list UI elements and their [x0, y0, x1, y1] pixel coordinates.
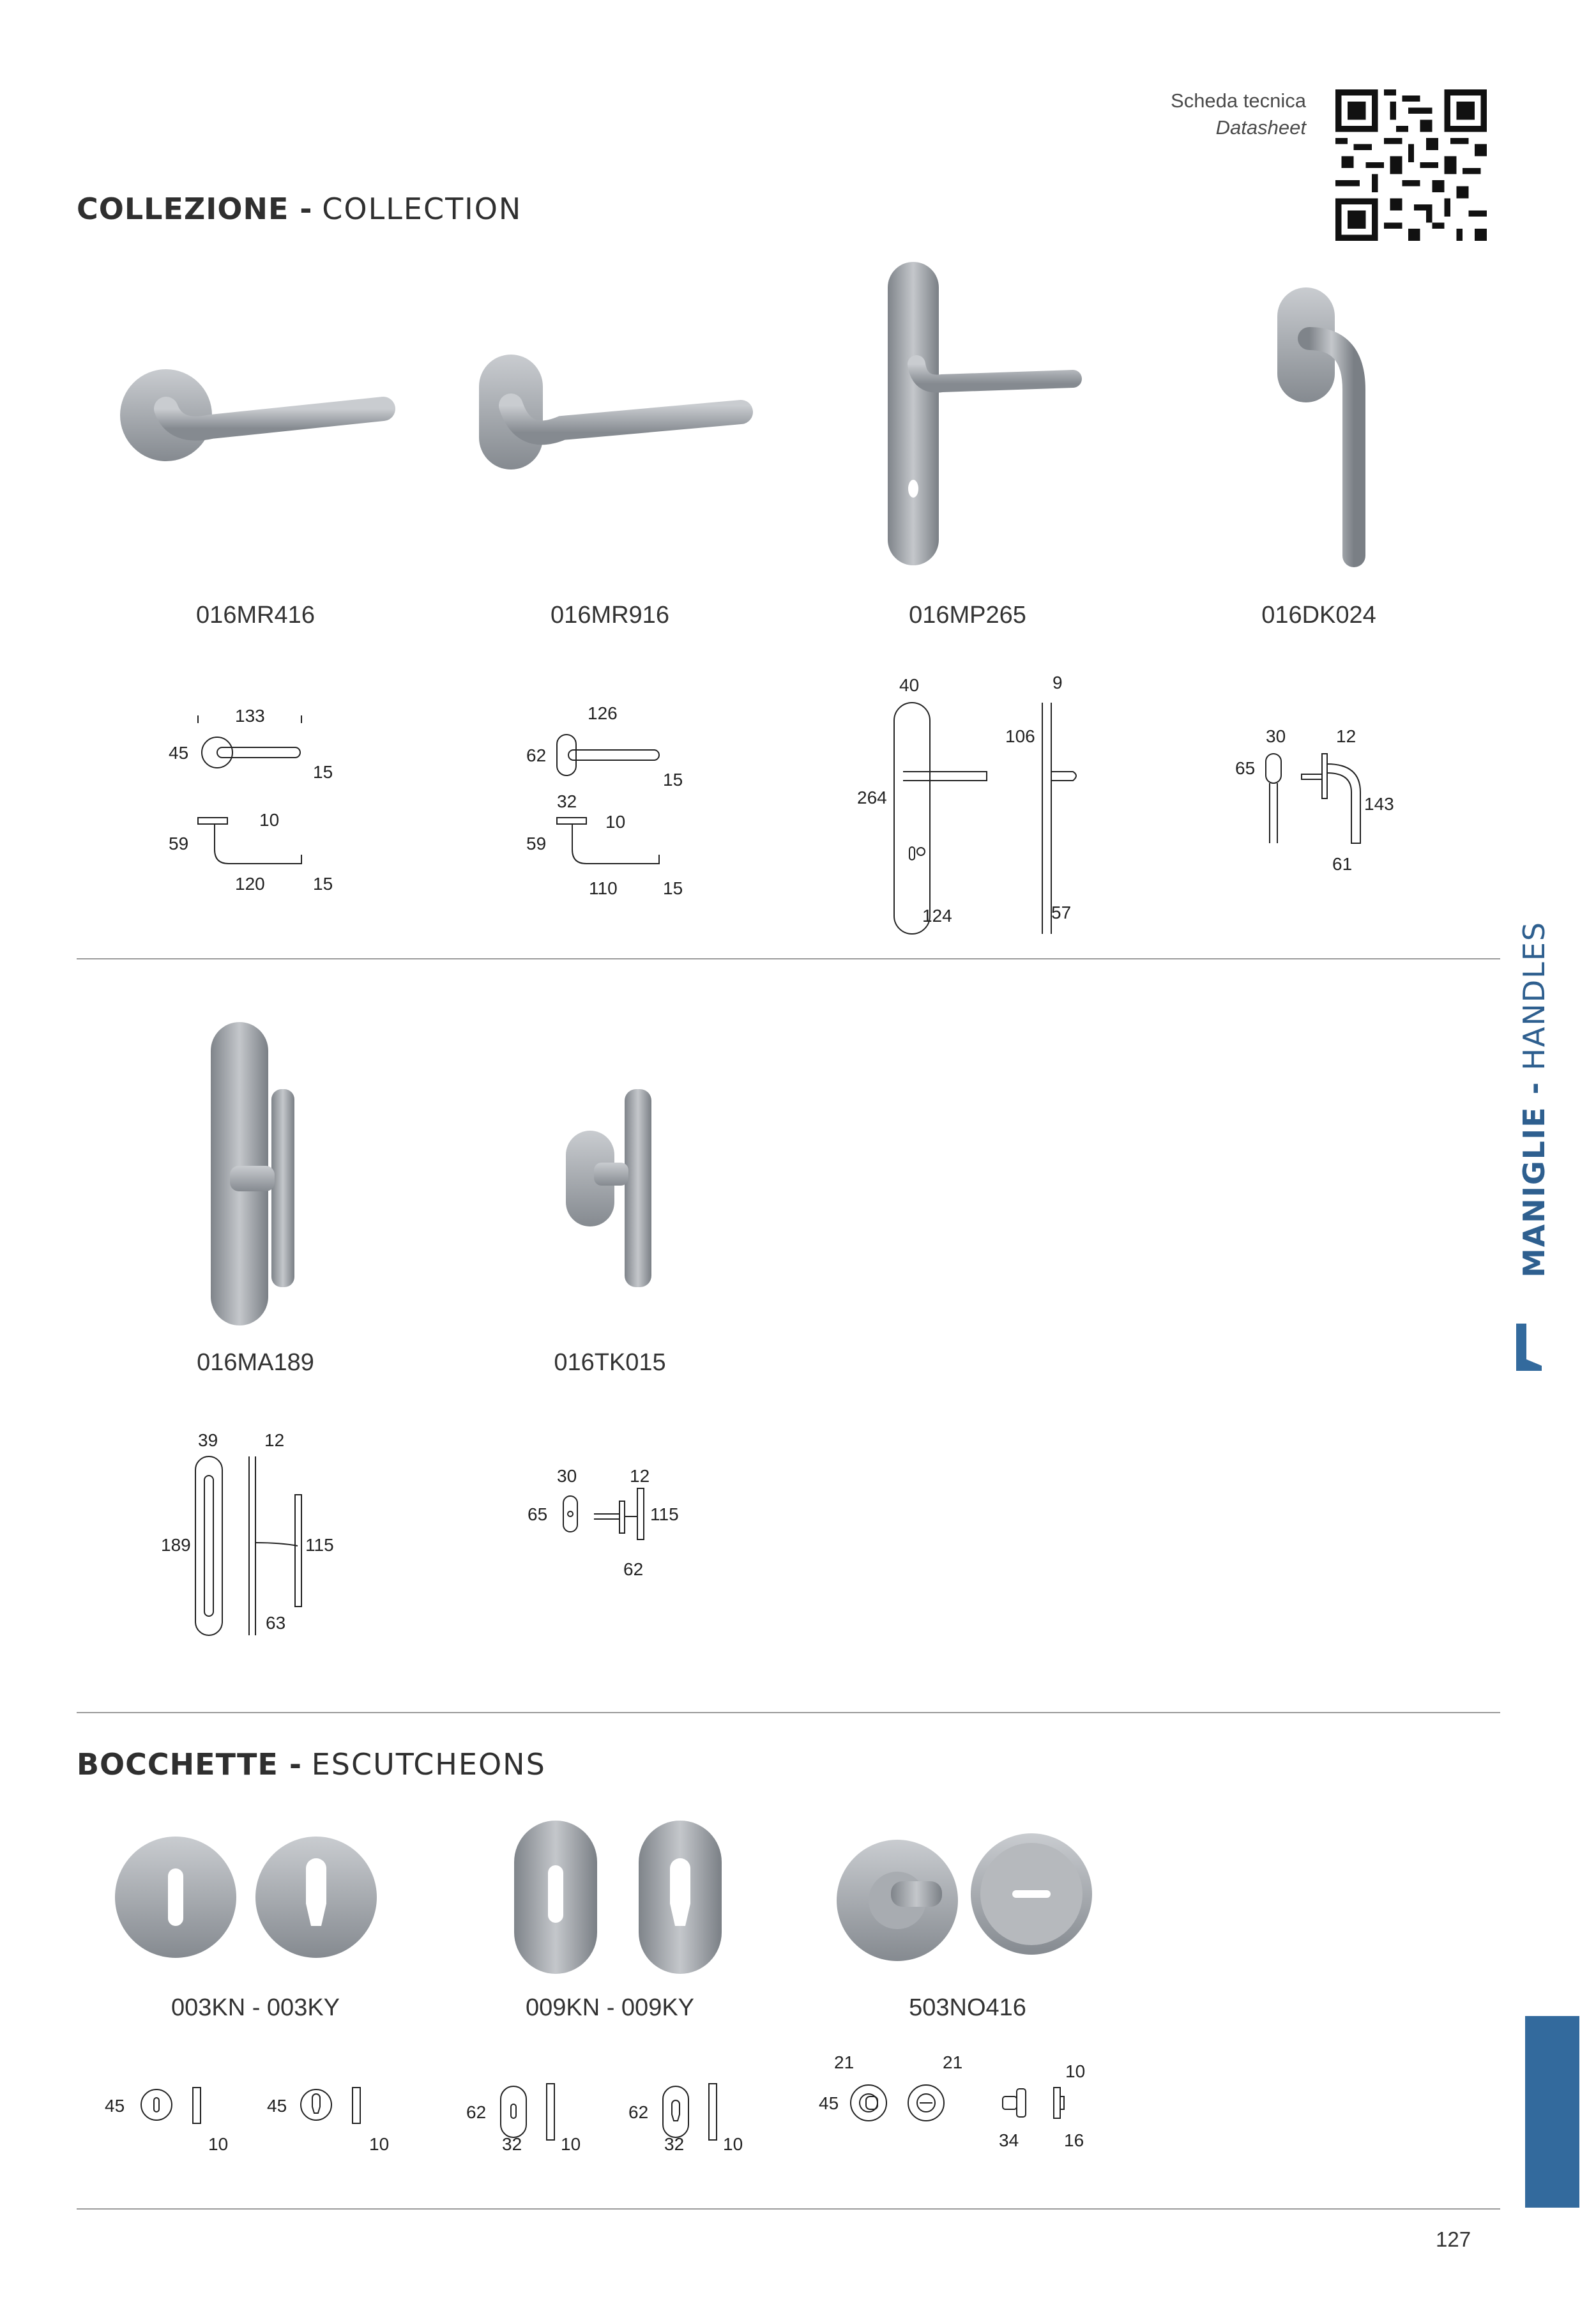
- side-title-thin: HANDLES: [1517, 920, 1551, 1071]
- datasheet-label: [1171, 88, 1306, 141]
- dim-label: 63: [266, 1613, 286, 1633]
- dim-label: 30: [557, 1466, 577, 1486]
- dim-label: 21: [834, 2052, 855, 2072]
- dim-label: 30: [1266, 726, 1286, 746]
- escutcheons-title-thin: ESCUTCHEONS: [311, 1747, 546, 1782]
- product-code-016MR916: 016MR916: [551, 602, 669, 629]
- escutcheon-code-503: 503NO416: [909, 1994, 1026, 2021]
- product-code-016MA189: 016MA189: [197, 1349, 314, 1376]
- dim-label: 32: [557, 791, 577, 811]
- photo-003KN-003KY[interactable]: [112, 1833, 399, 1961]
- photo-016MR916[interactable]: [473, 348, 754, 476]
- dim-label: 62: [623, 1559, 644, 1579]
- dim-label: 189: [161, 1535, 191, 1555]
- drawing-503NO416: [811, 2044, 1111, 2172]
- dim-label: 9: [1053, 673, 1063, 692]
- dim-label: 57: [1051, 903, 1072, 922]
- dim-label: 45: [819, 2093, 839, 2113]
- dim-label: 115: [650, 1504, 679, 1524]
- dim-label: 32: [502, 2134, 522, 2154]
- drawing-016MA189: [153, 1425, 358, 1648]
- dim-label: 110: [589, 878, 618, 898]
- dim-label: 45: [267, 2096, 287, 2116]
- escutcheons-title-bold: BOCCHETTE -: [77, 1747, 302, 1782]
- divider: [77, 1712, 1500, 1713]
- dim-label: 34: [999, 2130, 1019, 2150]
- dim-label: 45: [105, 2096, 125, 2116]
- photo-016TK015[interactable]: [562, 1086, 664, 1290]
- photo-016MP265[interactable]: [881, 259, 1086, 572]
- dim-label: 61: [1332, 854, 1353, 874]
- dim-label: 15: [313, 874, 333, 894]
- dim-label: 10: [561, 2134, 581, 2154]
- page-number: 127: [1436, 2227, 1471, 2251]
- dim-label: 10: [259, 810, 280, 830]
- dim-label: 106: [1005, 726, 1035, 746]
- qr-code[interactable]: [1333, 89, 1489, 241]
- dim-label: 115: [305, 1535, 334, 1555]
- dim-label: 59: [169, 834, 189, 853]
- collection-title-thin: COLLECTION: [322, 192, 522, 226]
- dim-label: 10: [208, 2134, 229, 2154]
- drawing-003KN-003KY: [96, 2063, 402, 2172]
- dim-label: 62: [466, 2102, 487, 2122]
- dim-label: 10: [369, 2134, 390, 2154]
- dim-label: 32: [664, 2134, 685, 2154]
- dim-label: 45: [169, 743, 189, 763]
- dim-label: 120: [235, 874, 265, 894]
- product-code-016MR416: 016MR416: [196, 602, 315, 629]
- dim-label: 40: [899, 675, 920, 695]
- dim-label: 12: [630, 1466, 650, 1486]
- dim-label: 15: [663, 770, 683, 790]
- dim-label: 126: [588, 703, 618, 723]
- drawing-016MR916: [517, 696, 709, 907]
- dim-label: 21: [943, 2052, 963, 2072]
- collection-title: [77, 192, 522, 226]
- dim-label: 59: [526, 834, 547, 853]
- dim-label: 10: [723, 2134, 743, 2154]
- photo-016MR416[interactable]: [115, 345, 396, 485]
- dim-label: 15: [663, 878, 683, 898]
- dim-label: 65: [1235, 758, 1256, 778]
- divider: [77, 2208, 1500, 2210]
- dim-label: 10: [605, 812, 626, 832]
- dim-label: 15: [313, 762, 333, 782]
- dim-label: 12: [1336, 726, 1357, 746]
- dim-label: 16: [1064, 2130, 1084, 2150]
- brand-mark-icon: [1514, 1321, 1544, 1373]
- drawing-016MP265: [849, 671, 1118, 939]
- escutcheon-code-003: 003KN - 003KY: [171, 1994, 340, 2021]
- drawing-016TK015: [524, 1456, 715, 1610]
- dim-label: 133: [235, 706, 265, 726]
- side-title-bold: MANIGLIE -: [1517, 1081, 1551, 1278]
- dim-label: 62: [628, 2102, 649, 2122]
- drawing-009KN-009KY: [460, 2051, 766, 2172]
- datasheet-it: Scheda tecnica: [1171, 89, 1306, 112]
- escutcheons-title: [77, 1747, 546, 1782]
- drawing-016DK024: [1226, 715, 1418, 882]
- dim-label: 12: [264, 1430, 285, 1450]
- photo-503NO416[interactable]: [833, 1830, 1102, 1964]
- photo-016DK024[interactable]: [1271, 281, 1386, 569]
- divider: [77, 958, 1500, 959]
- dim-label: 10: [1065, 2061, 1086, 2081]
- product-code-016TK015: 016TK015: [554, 1349, 666, 1376]
- dim-label: 62: [526, 745, 547, 765]
- dim-label: 39: [198, 1430, 218, 1450]
- product-code-016MP265: 016MP265: [909, 602, 1026, 629]
- datasheet-en: Datasheet: [1215, 116, 1306, 139]
- photo-009KN-009KY[interactable]: [511, 1814, 734, 1980]
- drawing-016MR416: [160, 696, 351, 907]
- photo-016MA189[interactable]: [204, 1019, 319, 1332]
- dim-label: 124: [922, 906, 952, 926]
- product-code-016DK024: 016DK024: [1261, 602, 1376, 629]
- escutcheon-code-009: 009KN - 009KY: [525, 1994, 695, 2021]
- dim-label: 65: [528, 1504, 548, 1524]
- dim-label: 143: [1364, 794, 1394, 814]
- section-tab[interactable]: [1525, 2016, 1579, 2208]
- dim-label: 264: [857, 788, 887, 807]
- collection-title-bold: COLLEZIONE -: [77, 192, 313, 226]
- side-section-title: [1510, 920, 1562, 1380]
